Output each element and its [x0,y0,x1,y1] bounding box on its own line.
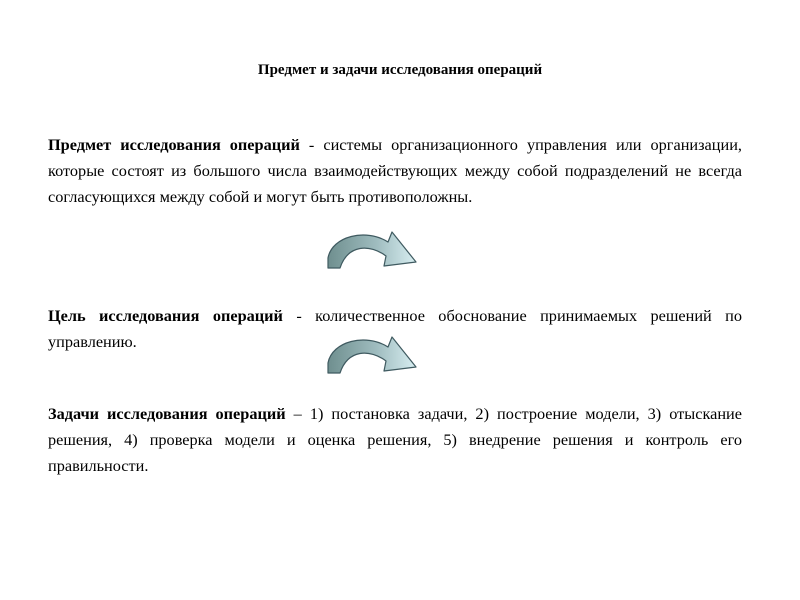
curved-arrow-right-icon [322,228,418,270]
tasks-paragraph [48,401,742,479]
tasks-text: – 1) постановка задачи, 2) построение модели, 3) отыскание решения, 4) проверка модели и оценка решения, 5) внедрение решения и контроль его правильности. [48,404,742,475]
goal-term: Цель исследования операций [48,306,283,325]
page-title: Предмет и задачи исследования операций [257,62,543,78]
curved-arrow-right-icon [322,333,418,375]
subject-term: Предмет исследования операций [48,135,300,154]
subject-paragraph [48,132,742,210]
tasks-term: Задачи исследования операций [48,404,286,423]
subject-text: - системы организационного управления или организации, которые состоят из большого числа взаимодействующих между собой подразделений не всегда согласующихся между собой и могут быть противоположны. [48,135,742,206]
goal-text: - количественное обоснование принимаемых решений по управлению. [48,306,742,351]
